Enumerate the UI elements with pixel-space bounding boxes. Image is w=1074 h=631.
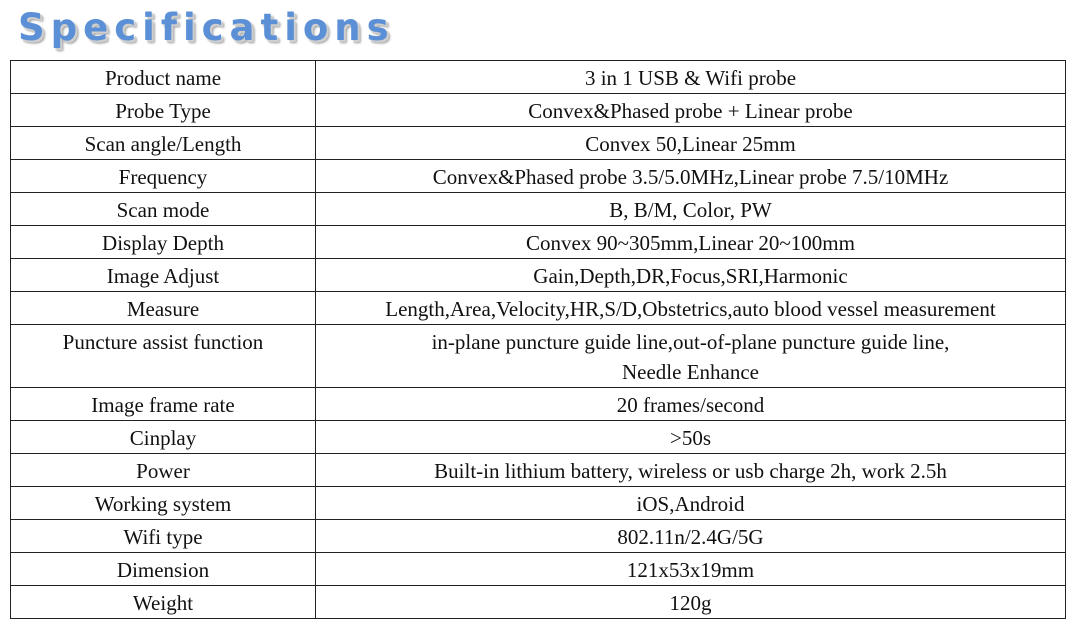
spec-value: B, B/M, Color, PW	[316, 193, 1066, 226]
spec-label: Product name	[11, 61, 316, 94]
spec-value: Convex 50,Linear 25mm	[316, 127, 1066, 160]
spec-value: 120g	[316, 586, 1066, 619]
spec-label: Scan angle/Length	[11, 127, 316, 160]
spec-row-scan-mode	[11, 193, 1066, 226]
spec-value: in-plane puncture guide line,out-of-plane puncture guide line,	[431, 330, 950, 354]
spec-row-cinplay	[11, 421, 1066, 454]
spec-label: Weight	[11, 586, 316, 619]
spec-value: 121x53x19mm	[316, 553, 1066, 586]
spec-value: Gain,Depth,DR,Focus,SRI,Harmonic	[316, 259, 1066, 292]
spec-label: Measure	[11, 292, 316, 325]
spec-row-wifi-type	[11, 520, 1066, 553]
spec-label: Wifi type	[11, 520, 316, 553]
spec-row-image-adjust	[11, 259, 1066, 292]
spec-value: Convex&Phased probe 3.5/5.0MHz,Linear probe 7.5/10MHz	[316, 160, 1066, 193]
spec-row-dimension	[11, 553, 1066, 586]
spec-value: 20 frames/second	[316, 388, 1066, 421]
spec-label: Image frame rate	[11, 388, 316, 421]
spec-row-scan-angle	[11, 127, 1066, 160]
spec-value: iOS,Android	[316, 487, 1066, 520]
spec-label: Puncture assist function	[11, 325, 316, 388]
spec-label: Scan mode	[11, 193, 316, 226]
spec-value: 802.11n/2.4G/5G	[316, 520, 1066, 553]
spec-value: Convex&Phased probe + Linear probe	[316, 94, 1066, 127]
spec-row-frequency	[11, 160, 1066, 193]
spec-row-measure	[11, 292, 1066, 325]
spec-label: Working system	[11, 487, 316, 520]
page-title: Specifications	[18, 6, 395, 49]
spec-value: Built-in lithium battery, wireless or usb charge 2h, work 2.5h	[316, 454, 1066, 487]
spec-value-cell	[316, 325, 1066, 388]
spec-label: Power	[11, 454, 316, 487]
specifications-table	[10, 60, 1066, 619]
spec-label: Dimension	[11, 553, 316, 586]
spec-row-display-depth	[11, 226, 1066, 259]
spec-row-frame-rate	[11, 388, 1066, 421]
spec-row-working-system	[11, 487, 1066, 520]
spec-value: Convex 90~305mm,Linear 20~100mm	[316, 226, 1066, 259]
spec-value: Length,Area,Velocity,HR,S/D,Obstetrics,auto blood vessel measurement	[316, 292, 1066, 325]
spec-label: Display Depth	[11, 226, 316, 259]
spec-label: Frequency	[11, 160, 316, 193]
spec-label: Cinplay	[11, 421, 316, 454]
spec-row-power	[11, 454, 1066, 487]
spec-value: 3 in 1 USB & Wifi probe	[316, 61, 1066, 94]
spec-row-product-name	[11, 61, 1066, 94]
spec-label: Probe Type	[11, 94, 316, 127]
spec-row-puncture-assist	[11, 325, 1066, 388]
spec-label: Image Adjust	[11, 259, 316, 292]
spec-value-line-2: Needle Enhance	[621, 360, 759, 384]
spec-value: >50s	[316, 421, 1066, 454]
spec-row-probe-type	[11, 94, 1066, 127]
spec-row-weight	[11, 586, 1066, 619]
